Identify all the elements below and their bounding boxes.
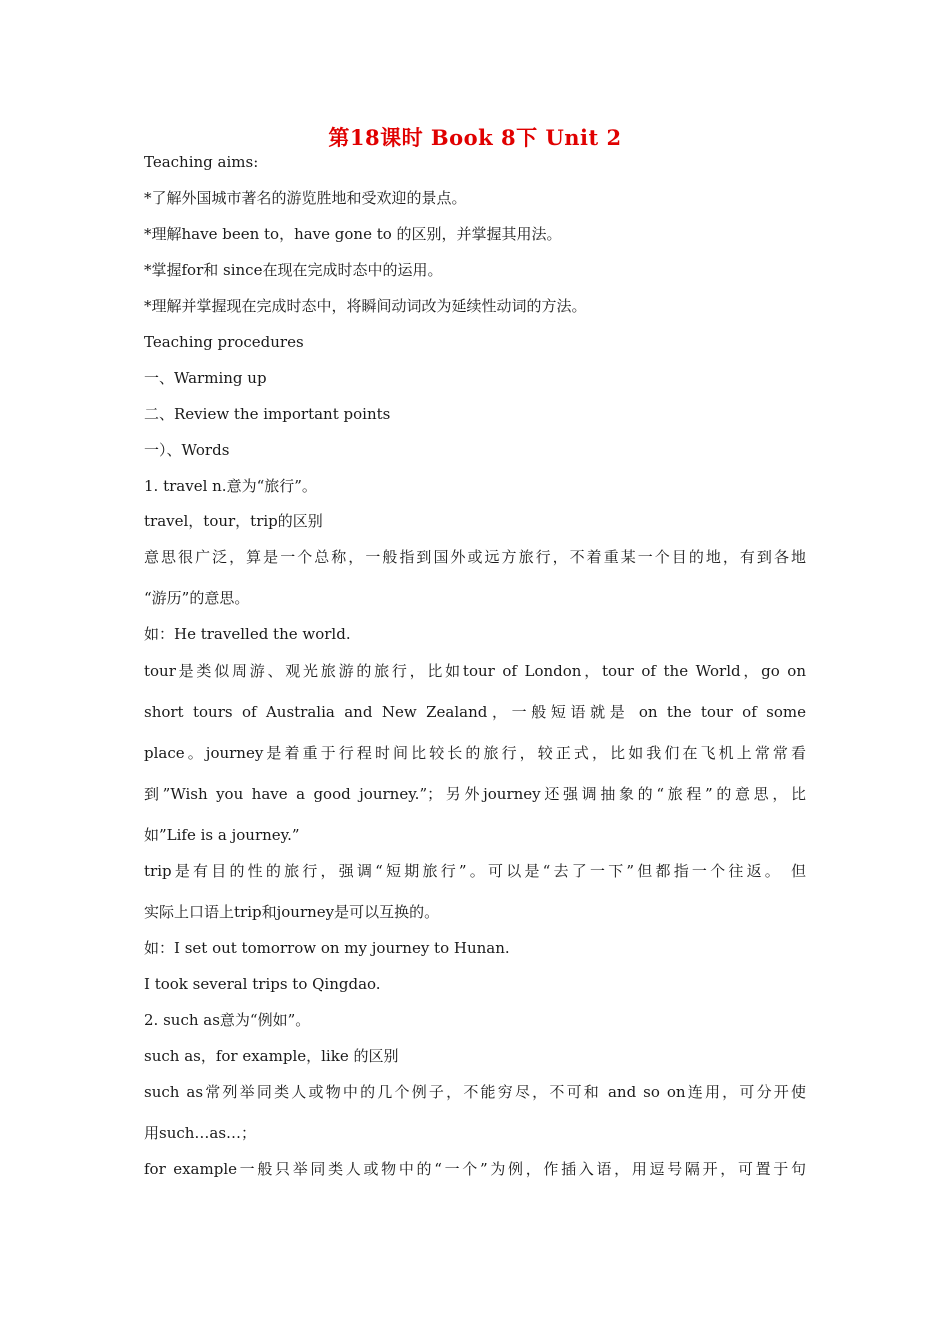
text-line: 1. travel n.意为“旅行”。 xyxy=(144,477,317,495)
text-line: *掌握for和 since在现在完成时态中的运用。 xyxy=(144,261,443,279)
text-line: travel，tour，trip的区别 xyxy=(144,512,323,530)
text-line: short tours of Australia and New Zealand，一般短语就是 on the tour of some xyxy=(144,703,806,721)
text-line: 一、Warming up xyxy=(144,369,267,387)
text-line: *理解并掌握现在完成时态中，将瞬间动词改为延续性动词的方法。 xyxy=(144,297,587,315)
text-line: 如：He travelled the world. xyxy=(144,625,351,643)
text-line: 如”Life is a journey.” xyxy=(144,826,300,844)
text-line: 到”Wish you have a good journey.”；另外journey还强调抽象的“旅程”的意思，比 xyxy=(144,785,806,803)
text-line: 二、Review the important points xyxy=(144,405,391,423)
text-line: 如：I set out tomorrow on my journey to Hunan. xyxy=(144,939,510,957)
text-line: such as，for example，like 的区别 xyxy=(144,1047,399,1065)
text-line: place。journey是着重于行程时间比较长的旅行，较正式，比如我们在飞机上常常看 xyxy=(144,744,806,762)
text-line: Teaching aims: xyxy=(144,153,259,171)
text-line: *理解have been to，have gone to 的区别，并掌握其用法。 xyxy=(144,225,562,243)
text-line: for example一般只举同类人或物中的“一个”为例，作插入语，用逗号隔开，可置于句 xyxy=(144,1160,806,1178)
text-line: 用such…as…； xyxy=(144,1124,257,1142)
text-line: 意思很广泛，算是一个总称，一般指到国外或远方旅行，不着重某一个目的地，有到各地 xyxy=(144,548,806,566)
text-line: trip是有目的性的旅行，强调“短期旅行”。可以是“去了一下”但都指一个往返。 但 xyxy=(144,862,806,880)
text-line: 2. such as意为“例如”。 xyxy=(144,1011,311,1029)
page-title: 第18课时 Book 8下 Unit 2 xyxy=(328,125,622,150)
text-line: “游历”的意思。 xyxy=(144,589,250,607)
text-line: tour是类似周游、观光旅游的旅行，比如tour of London，tour of the World，go on xyxy=(144,662,806,680)
text-line: *了解外国城市著名的游览胜地和受欢迎的景点。 xyxy=(144,189,467,207)
text-line: Teaching procedures xyxy=(144,333,304,351)
text-line: 一）、Words xyxy=(144,441,230,459)
text-line: 实际上口语上trip和journey是可以互换的。 xyxy=(144,903,440,921)
text-line: I took several trips to Qingdao. xyxy=(144,975,381,993)
text-line: such as常列举同类人或物中的几个例子，不能穷尽，不可和 and so on连用，可分开使 xyxy=(144,1083,806,1101)
